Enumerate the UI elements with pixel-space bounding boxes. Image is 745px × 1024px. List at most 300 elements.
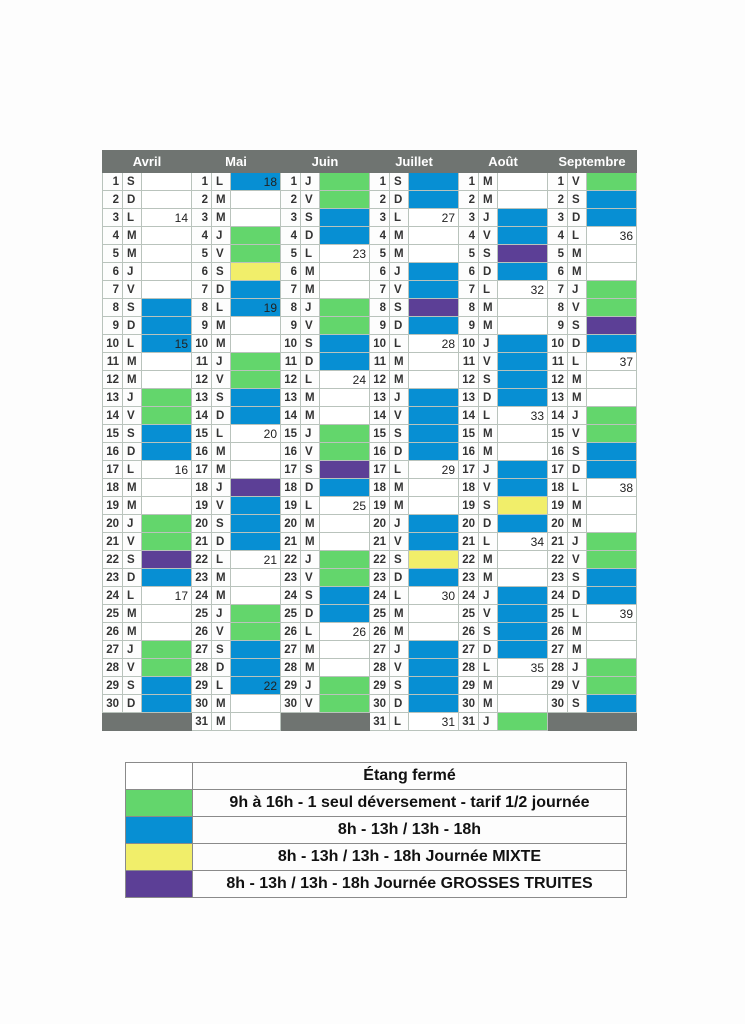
day-number: 7 <box>370 281 390 299</box>
weekday-letter: M <box>479 317 498 335</box>
day-number: 28 <box>370 659 390 677</box>
day-status-cell <box>231 533 281 551</box>
weekday-letter: M <box>212 191 231 209</box>
day-number: 16 <box>370 443 390 461</box>
day-number: 19 <box>192 497 212 515</box>
day-status-cell: 36 <box>587 227 637 245</box>
month-header: Avril <box>103 151 192 173</box>
day-status-cell <box>409 281 459 299</box>
day-status-cell <box>320 443 370 461</box>
day-status-cell <box>498 551 548 569</box>
weekday-letter: D <box>479 641 498 659</box>
day-status-cell <box>142 623 192 641</box>
calendar-row <box>103 173 637 191</box>
day-status-cell <box>409 353 459 371</box>
calendar-row <box>103 227 637 245</box>
weekday-letter: S <box>390 173 409 191</box>
day-number: 20 <box>192 515 212 533</box>
day-status-cell <box>231 479 281 497</box>
day-number: 23 <box>192 569 212 587</box>
day-number: 21 <box>370 533 390 551</box>
day-status-cell <box>320 335 370 353</box>
day-number: 17 <box>370 461 390 479</box>
day-status-cell <box>587 281 637 299</box>
day-status-cell <box>320 209 370 227</box>
day-number: 29 <box>281 677 301 695</box>
weekday-letter: L <box>390 335 409 353</box>
day-number: 16 <box>192 443 212 461</box>
day-number: 13 <box>548 389 568 407</box>
weekday-letter: M <box>212 713 231 731</box>
weekday-letter: L <box>301 371 320 389</box>
day-number: 12 <box>192 371 212 389</box>
weekday-letter: D <box>123 695 142 713</box>
weekday-letter: M <box>390 605 409 623</box>
weekday-letter: M <box>212 335 231 353</box>
day-number: 7 <box>192 281 212 299</box>
day-status-cell <box>409 605 459 623</box>
day-status-cell <box>498 623 548 641</box>
day-number: 8 <box>459 299 479 317</box>
day-number: 10 <box>459 335 479 353</box>
day-status-cell <box>587 425 637 443</box>
day-number: 11 <box>370 353 390 371</box>
day-number: 15 <box>548 425 568 443</box>
day-status-cell <box>231 335 281 353</box>
weekday-letter: M <box>212 317 231 335</box>
day-status-cell <box>409 623 459 641</box>
day-status-cell <box>587 659 637 677</box>
day-status-cell <box>409 497 459 515</box>
weekday-letter: V <box>568 551 587 569</box>
weekday-letter: J <box>479 587 498 605</box>
day-status-cell: 34 <box>498 533 548 551</box>
legend-row <box>126 763 627 790</box>
day-number: 10 <box>103 335 123 353</box>
weekday-letter: M <box>123 245 142 263</box>
weekday-letter: D <box>568 587 587 605</box>
weekday-letter: M <box>212 695 231 713</box>
weekday-letter: M <box>479 443 498 461</box>
day-status-cell <box>231 281 281 299</box>
weekday-letter: M <box>123 497 142 515</box>
day-status-cell: 17 <box>142 587 192 605</box>
day-number: 14 <box>548 407 568 425</box>
weekday-letter: V <box>301 569 320 587</box>
day-number: 6 <box>548 263 568 281</box>
day-number: 13 <box>192 389 212 407</box>
legend-row <box>126 844 627 871</box>
day-number: 19 <box>459 497 479 515</box>
day-status-cell <box>587 191 637 209</box>
legend-row <box>126 817 627 844</box>
weekday-letter: M <box>390 227 409 245</box>
month-header: Septembre <box>548 151 637 173</box>
weekday-letter: M <box>479 677 498 695</box>
day-number: 27 <box>103 641 123 659</box>
weekday-letter: L <box>212 299 231 317</box>
weekday-letter: M <box>390 353 409 371</box>
day-number: 25 <box>192 605 212 623</box>
day-status-cell <box>231 515 281 533</box>
calendar-row <box>103 371 637 389</box>
weekday-letter: M <box>123 623 142 641</box>
day-number: 18 <box>370 479 390 497</box>
day-status-cell <box>587 461 637 479</box>
calendar-row <box>103 443 637 461</box>
weekday-letter: S <box>568 443 587 461</box>
day-status-cell: 32 <box>498 281 548 299</box>
day-status-cell: 25 <box>320 497 370 515</box>
weekday-letter: V <box>212 497 231 515</box>
weekday-letter: S <box>123 173 142 191</box>
day-number: 5 <box>103 245 123 263</box>
day-number: 28 <box>548 659 568 677</box>
calendar-row <box>103 245 637 263</box>
weekday-letter: D <box>390 695 409 713</box>
day-status-cell <box>142 479 192 497</box>
day-status-cell <box>409 389 459 407</box>
day-status-cell: 28 <box>409 335 459 353</box>
day-number: 30 <box>192 695 212 713</box>
day-status-cell <box>142 317 192 335</box>
day-number: 10 <box>370 335 390 353</box>
weekday-letter: V <box>123 281 142 299</box>
day-number: 18 <box>548 479 568 497</box>
day-number: 29 <box>192 677 212 695</box>
day-number: 7 <box>459 281 479 299</box>
day-status-cell <box>142 299 192 317</box>
weekday-letter: J <box>212 479 231 497</box>
day-status-cell <box>498 515 548 533</box>
day-status-cell: 18 <box>231 173 281 191</box>
day-number: 6 <box>103 263 123 281</box>
weekday-letter: M <box>212 443 231 461</box>
day-number: 29 <box>459 677 479 695</box>
day-status-cell <box>231 209 281 227</box>
day-status-cell: 16 <box>142 461 192 479</box>
weekday-letter: D <box>479 389 498 407</box>
day-number: 27 <box>459 641 479 659</box>
calendar-row <box>103 479 637 497</box>
calendar-row <box>103 677 637 695</box>
weekday-letter: S <box>301 587 320 605</box>
weekday-letter: S <box>301 209 320 227</box>
weekday-letter: M <box>390 371 409 389</box>
day-status-cell <box>498 371 548 389</box>
day-status-cell <box>498 587 548 605</box>
weekday-letter: L <box>301 245 320 263</box>
legend-label: 8h - 13h / 13h - 18h Journée MIXTE <box>193 844 627 871</box>
calendar-row <box>103 587 637 605</box>
weekday-letter: J <box>301 425 320 443</box>
weekday-letter: S <box>568 191 587 209</box>
day-status-cell <box>142 641 192 659</box>
day-status-cell <box>409 227 459 245</box>
day-status-cell <box>587 533 637 551</box>
day-number: 25 <box>459 605 479 623</box>
legend-label: Étang fermé <box>193 763 627 790</box>
weekday-letter: J <box>212 227 231 245</box>
weekday-letter: M <box>479 191 498 209</box>
day-status-cell <box>320 677 370 695</box>
calendar-row <box>103 353 637 371</box>
day-number: 16 <box>548 443 568 461</box>
calendar-row <box>103 641 637 659</box>
day-number: 1 <box>192 173 212 191</box>
weekday-letter: J <box>479 209 498 227</box>
day-status-cell: 15 <box>142 335 192 353</box>
legend-color-swatch <box>126 844 193 871</box>
day-number: 12 <box>103 371 123 389</box>
day-status-cell <box>409 263 459 281</box>
day-status-cell: 31 <box>409 713 459 731</box>
day-status-cell <box>409 191 459 209</box>
day-status-cell: 24 <box>320 371 370 389</box>
day-number: 30 <box>103 695 123 713</box>
day-number: 19 <box>548 497 568 515</box>
day-number: 5 <box>370 245 390 263</box>
day-number: 22 <box>548 551 568 569</box>
weekday-letter: S <box>390 551 409 569</box>
month-header-row <box>103 151 637 173</box>
weekday-letter: D <box>123 443 142 461</box>
calendar-footer-band <box>281 713 370 731</box>
day-number: 13 <box>281 389 301 407</box>
day-status-cell <box>231 191 281 209</box>
weekday-letter: D <box>301 227 320 245</box>
day-number: 8 <box>281 299 301 317</box>
weekday-letter: J <box>212 353 231 371</box>
day-status-cell <box>142 227 192 245</box>
day-number: 12 <box>281 371 301 389</box>
day-status-cell <box>231 371 281 389</box>
day-status-cell <box>142 245 192 263</box>
day-status-cell: 19 <box>231 299 281 317</box>
day-status-cell <box>142 497 192 515</box>
day-number: 22 <box>192 551 212 569</box>
day-status-cell <box>498 353 548 371</box>
day-number: 1 <box>459 173 479 191</box>
weekday-letter: L <box>568 605 587 623</box>
day-status-cell <box>231 461 281 479</box>
weekday-letter: V <box>568 425 587 443</box>
day-status-cell <box>142 263 192 281</box>
day-status-cell <box>587 497 637 515</box>
day-number: 9 <box>370 317 390 335</box>
weekday-letter: L <box>123 461 142 479</box>
weekday-letter: S <box>479 371 498 389</box>
day-status-cell <box>320 551 370 569</box>
day-number: 3 <box>103 209 123 227</box>
day-number: 31 <box>192 713 212 731</box>
day-status-cell: 39 <box>587 605 637 623</box>
calendar-row <box>103 425 637 443</box>
day-status-cell <box>142 659 192 677</box>
weekday-letter: J <box>123 389 142 407</box>
day-status-cell <box>231 407 281 425</box>
calendar-row <box>103 317 637 335</box>
day-status-cell <box>231 227 281 245</box>
day-status-cell <box>498 695 548 713</box>
day-status-cell <box>231 659 281 677</box>
day-number: 12 <box>548 371 568 389</box>
calendar-row <box>103 713 637 731</box>
day-status-cell <box>498 191 548 209</box>
day-number: 11 <box>548 353 568 371</box>
weekday-letter: S <box>568 569 587 587</box>
calendar-row <box>103 263 637 281</box>
day-number: 16 <box>103 443 123 461</box>
day-number: 15 <box>192 425 212 443</box>
day-status-cell <box>409 533 459 551</box>
day-status-cell <box>409 659 459 677</box>
weekday-letter: J <box>568 533 587 551</box>
weekday-letter: M <box>301 641 320 659</box>
day-number: 7 <box>548 281 568 299</box>
day-number: 22 <box>281 551 301 569</box>
day-number: 6 <box>281 263 301 281</box>
day-number: 26 <box>103 623 123 641</box>
weekday-letter: M <box>123 605 142 623</box>
weekday-letter: J <box>390 515 409 533</box>
day-status-cell <box>320 407 370 425</box>
day-status-cell <box>231 317 281 335</box>
day-status-cell: 29 <box>409 461 459 479</box>
weekday-letter: V <box>390 407 409 425</box>
day-number: 12 <box>370 371 390 389</box>
weekday-letter: L <box>568 227 587 245</box>
weekday-letter: M <box>568 389 587 407</box>
day-number: 19 <box>370 497 390 515</box>
weekday-letter: D <box>301 605 320 623</box>
day-status-cell <box>320 389 370 407</box>
weekday-letter: J <box>568 659 587 677</box>
weekday-letter: L <box>390 209 409 227</box>
weekday-letter: S <box>212 263 231 281</box>
day-status-cell <box>142 173 192 191</box>
day-number: 10 <box>281 335 301 353</box>
weekday-letter: J <box>568 407 587 425</box>
weekday-letter: D <box>479 263 498 281</box>
day-number: 19 <box>103 497 123 515</box>
calendar-row <box>103 623 637 641</box>
day-number: 2 <box>103 191 123 209</box>
weekday-letter: V <box>123 659 142 677</box>
day-status-cell <box>587 245 637 263</box>
weekday-letter: J <box>301 551 320 569</box>
day-number: 24 <box>548 587 568 605</box>
day-number: 11 <box>192 353 212 371</box>
calendar-footer-band <box>103 713 192 731</box>
legend-table <box>125 762 627 898</box>
day-number: 25 <box>370 605 390 623</box>
day-status-cell <box>498 497 548 515</box>
weekday-letter: V <box>212 371 231 389</box>
day-status-cell <box>142 551 192 569</box>
calendar-row <box>103 515 637 533</box>
weekday-letter: D <box>301 353 320 371</box>
day-status-cell <box>142 191 192 209</box>
weekday-letter: S <box>301 461 320 479</box>
weekday-letter: M <box>568 497 587 515</box>
day-status-cell <box>142 281 192 299</box>
day-status-cell <box>587 677 637 695</box>
day-number: 8 <box>192 299 212 317</box>
calendar-row <box>103 551 637 569</box>
day-status-cell <box>320 641 370 659</box>
day-status-cell <box>498 641 548 659</box>
day-number: 15 <box>281 425 301 443</box>
day-status-cell <box>409 695 459 713</box>
day-number: 27 <box>281 641 301 659</box>
calendar-table <box>102 150 637 731</box>
weekday-letter: M <box>479 569 498 587</box>
day-number: 11 <box>459 353 479 371</box>
weekday-letter: D <box>123 191 142 209</box>
day-status-cell <box>231 353 281 371</box>
day-number: 11 <box>281 353 301 371</box>
day-number: 23 <box>281 569 301 587</box>
day-number: 14 <box>192 407 212 425</box>
weekday-letter: V <box>123 533 142 551</box>
day-status-cell <box>142 389 192 407</box>
day-number: 24 <box>192 587 212 605</box>
calendar-row <box>103 659 637 677</box>
day-number: 6 <box>459 263 479 281</box>
weekday-letter: D <box>568 461 587 479</box>
day-status-cell: 37 <box>587 353 637 371</box>
day-status-cell: 30 <box>409 587 459 605</box>
weekday-letter: M <box>568 623 587 641</box>
day-status-cell <box>142 695 192 713</box>
day-status-cell <box>142 515 192 533</box>
day-number: 15 <box>459 425 479 443</box>
weekday-letter: L <box>212 425 231 443</box>
day-status-cell <box>142 605 192 623</box>
day-status-cell <box>498 605 548 623</box>
weekday-letter: D <box>123 317 142 335</box>
weekday-letter: M <box>568 245 587 263</box>
day-number: 20 <box>281 515 301 533</box>
day-number: 20 <box>548 515 568 533</box>
weekday-letter: L <box>479 659 498 677</box>
day-status-cell <box>231 623 281 641</box>
day-number: 24 <box>459 587 479 605</box>
day-status-cell <box>498 425 548 443</box>
weekday-letter: J <box>123 263 142 281</box>
weekday-letter: L <box>212 677 231 695</box>
calendar-row <box>103 299 637 317</box>
day-number: 24 <box>103 587 123 605</box>
weekday-letter: L <box>390 713 409 731</box>
day-status-cell <box>587 263 637 281</box>
day-number: 7 <box>281 281 301 299</box>
day-number: 9 <box>459 317 479 335</box>
weekday-letter: V <box>301 443 320 461</box>
weekday-letter: M <box>479 173 498 191</box>
day-status-cell <box>231 713 281 731</box>
day-number: 9 <box>192 317 212 335</box>
weekday-letter: M <box>568 641 587 659</box>
day-status-cell <box>231 587 281 605</box>
day-number: 14 <box>281 407 301 425</box>
day-number: 25 <box>548 605 568 623</box>
day-status-cell: 22 <box>231 677 281 695</box>
weekday-letter: S <box>390 425 409 443</box>
day-status-cell <box>231 245 281 263</box>
weekday-letter: J <box>479 461 498 479</box>
